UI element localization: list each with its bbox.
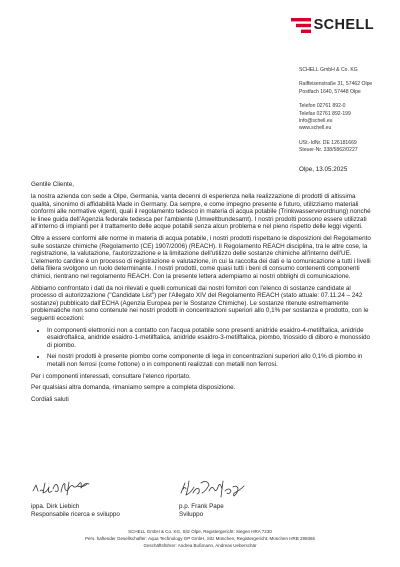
- letter-paragraph: Oltre a essere conformi alle norme in materia di acqua potabile, i nostri prodotti rispettano le disposizioni del Regolamento sulle sostanze chimiche (Regolamento (CE) 1907/2006) (REACH). Il Regolamento REACH disciplina, tra le altre cose, la registrazione, la valutazione, l'autorizzazione e la limitazione dell'utilizzo delle sostanze chimiche all'interno dell'UE. L'elemento cardine è un processo di registrazione e valutazione, in cui la raccolta dei dati e la comunicazione a tutti i livelli della filiera svolgono un ruolo determinante. I nostri prodotti, come quasi tutti i beni di consumo contenenti componenti chimici, rientrano nel regolamento REACH. Con la presente lettera adempiamo ai nostri obblighi di comunicazione.: [31, 235, 371, 281]
- signatory-left-name: ippa. Dirk Liebich: [31, 503, 80, 510]
- sender-email[interactable]: info@schell.eu: [299, 118, 333, 125]
- exception-item: • In componenti elettronici non a contatto con l'acqua potabile sono presenti anidride esaidro-4-metilftalica, anidride esaidroftalica, anidride esaidro-1-metilftalica, anidride esaidro-3-metilftalica, piombo, triossido di diboro e monossido di piombo.: [47, 327, 376, 350]
- letter-place-date: Olpe, 13.05.2025: [299, 166, 348, 173]
- signatory-left: [31, 503, 120, 518]
- company-logo: [291, 17, 374, 33]
- sender-address-block: [299, 67, 372, 155]
- signatory-right: [179, 503, 224, 518]
- sender-fax: Telefax 02761 892-199: [299, 110, 351, 117]
- letter-paragraph: Per i componenti interessati, consultare l'elenco riportato.: [31, 372, 191, 380]
- footer-line: Geschäftsführer: Andrea Bußmann, Andreas Ueberschär: [143, 543, 257, 549]
- letter-salutation: Gentile Cliente,: [31, 181, 75, 188]
- logo-text: SCHELL: [313, 17, 374, 33]
- letter-paragraph: la nostra azienda con sede a Olpe, Germania, vanta decenni di esperienza nella realizzazione di prodotti di altissima qualità, sinonimo di affidabilità Made in Germany. Da sempre, e come impegno presente e futuro, utilizziamo materiali conformi alle normative vigenti, quali il regolamento tedesco in materia di acqua potabile (Trinkwasserverordnung) nonché le linee guida dell'Agenzia federale tedesca per l'ambiente (Umweltbundesamt). I nostri prodotti possono essere utilizzati all'interno di impianti per il trattamento delle acque potabili senza alcun problema e nel pieno rispetto delle leggi vigenti.: [31, 193, 371, 231]
- letter-body: [31, 181, 376, 403]
- sender-vat-id: USt.-IdNr. DE 126181669: [299, 139, 357, 146]
- handwritten-signature-right: [179, 477, 251, 499]
- letter-closing: Cordiali saluti: [31, 395, 69, 403]
- legal-footer: [0, 528, 400, 550]
- signatory-left-role: Responsabile ricerca e sviluppo: [31, 510, 120, 518]
- sender-postbox: Postfach 1640, 57448 Olpe: [299, 88, 361, 95]
- letter-paragraph: Per qualsiasi altra domanda, rimaniamo sempre a completa disposizione.: [31, 384, 236, 392]
- signatory-right-name: p.p. Frank Pape: [179, 503, 224, 510]
- exceptions-list: [31, 327, 376, 369]
- signatory-right-role: Sviluppo: [179, 510, 204, 518]
- footer-line: SCHELL GmbH & Co. KG, Sitz Olpe, Registergericht: Siegen HRA 7230: [128, 529, 272, 534]
- footer-line: Pers. haftender Gesellschafter: Aqua Technology GP GmbH, Sitz München, Registergericht: München HRB 299366: [85, 536, 315, 542]
- signature-block: [31, 477, 376, 519]
- sender-street: Raiffeisenstraße 31, 57462 Olpe: [299, 81, 373, 88]
- handwritten-signature-left: [31, 477, 101, 499]
- letter-paragraph: Abbiamo confrontato i dati da noi rilevati e quelli comunicati dai nostri fornitori con l'elenco di sostanze candidate al processo di autorizzazione ("Candidate List") per l'Allegato XIV del Regolamento REACH (stato attuale: 07.11.24 – 242 sostanze) pubblicato dall'ECHA (Agenzia Europea per le Sostanze Chimiche). Le sostanze ritenute estremamente problematiche non sono contenute nei nostri prodotti in concentrazioni superiori allo 0,1% per sostanza e prodotto, con le seguenti eccezioni:: [31, 284, 369, 322]
- sender-tax-number: Steuer-Nr. 338/5862/0227: [299, 147, 358, 154]
- schell-logo-icon: [291, 18, 311, 33]
- sender-website[interactable]: www.schell.eu: [299, 125, 332, 132]
- sender-phone: Telefon 02761 892-0: [299, 103, 346, 110]
- sender-company: SCHELL GmbH & Co. KG: [299, 67, 358, 73]
- exception-item: • Nei nostri prodotti è presente piombo come componente di lega in concentrazioni superiori allo 0,1% di piombo in metalli non ferrosi (come l'ottone) o in componenti realizzati con metalli non ferrosi.: [47, 353, 376, 368]
